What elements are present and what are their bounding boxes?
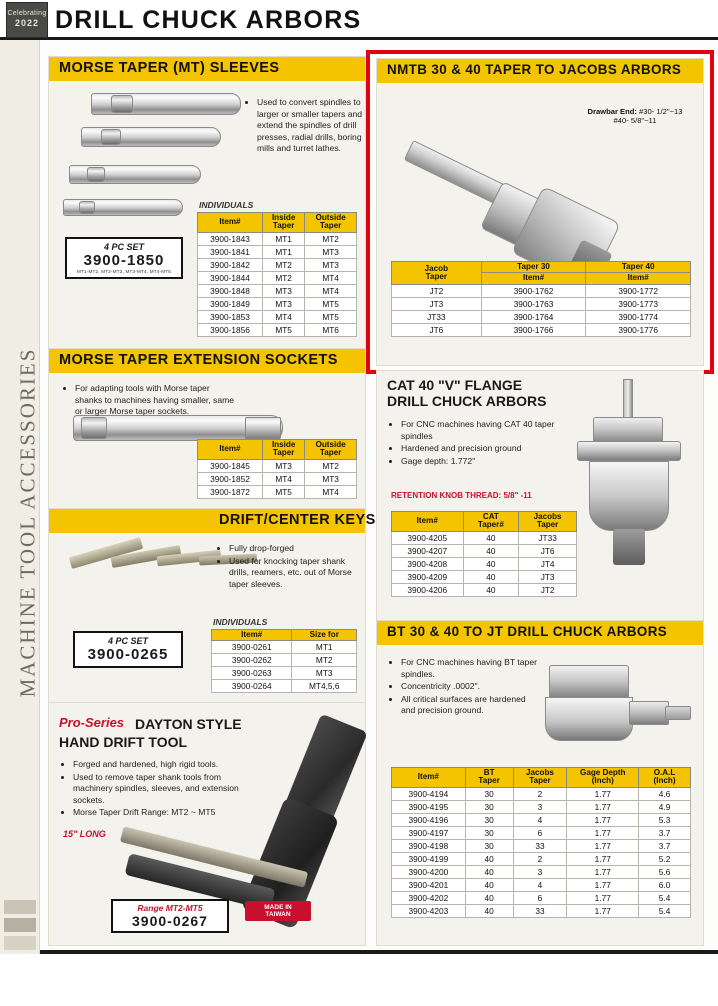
col-bt-taper: BT Taper xyxy=(465,768,513,788)
cell-value: MT2 xyxy=(262,258,304,271)
table-row xyxy=(212,641,357,654)
col-item: Item# xyxy=(212,630,292,641)
table-bt xyxy=(391,767,691,918)
cell-value: MT3 xyxy=(305,472,357,485)
cell-value: 3900-1763 xyxy=(481,297,586,310)
drift-bullets xyxy=(219,543,361,591)
table-row xyxy=(392,800,691,813)
table-mt-extension xyxy=(197,439,357,499)
table-row xyxy=(198,323,357,336)
col-inside-taper: Inside Taper xyxy=(262,440,304,460)
table-row xyxy=(392,852,691,865)
col-item: Item# xyxy=(198,440,263,460)
bullet: • All critical surfaces are hardened and precision ground. xyxy=(401,694,541,717)
sidebar-decoration xyxy=(4,900,36,950)
made-in-line2: TAIWAN xyxy=(265,911,291,919)
table-header-row xyxy=(392,262,691,273)
cell-item-number: 3900-1849 xyxy=(198,297,263,310)
set-box-label: 4 PC SET xyxy=(107,636,148,646)
table-row xyxy=(392,865,691,878)
cell-value: MT2 xyxy=(262,271,304,284)
table-row xyxy=(392,544,577,557)
bullet: • Morse Taper Drift Range: MT2 ~ MT5 xyxy=(73,807,263,819)
cell-value: MT3 xyxy=(305,258,357,271)
cell-value: MT4 xyxy=(305,284,357,297)
section-hand-drift-tool xyxy=(48,702,366,946)
cell-value: 6 xyxy=(513,891,567,904)
table-header-row xyxy=(392,768,691,788)
col-taper40-item: Item# xyxy=(586,273,691,284)
table-row xyxy=(198,258,357,271)
cell-item-number: 3900-1843 xyxy=(198,232,263,245)
cell-item-number: 3900-1844 xyxy=(198,271,263,284)
table-header-row xyxy=(392,512,577,532)
cell-value: 2 xyxy=(513,787,567,800)
bullet: • Forged and hardened, high rigid tools. xyxy=(73,759,263,771)
section-drift-center-keys xyxy=(48,508,376,706)
cell-item-number: 3900-1872 xyxy=(198,485,263,498)
cell-value: 33 xyxy=(513,839,567,852)
sleeves-bullets xyxy=(247,97,365,156)
cell-value: 4 xyxy=(513,878,567,891)
cell-value: 1.77 xyxy=(567,852,639,865)
cell-value: 1.77 xyxy=(567,826,639,839)
cell-value: MT4 xyxy=(305,485,357,498)
col-taper-30: Taper 30 xyxy=(481,262,586,273)
section-title-line1: DAYTON STYLE xyxy=(135,716,242,732)
section-morse-taper-extension-sockets xyxy=(48,348,366,512)
col-size-for: Size for xyxy=(292,630,357,641)
table-row xyxy=(392,583,577,596)
cell-value: MT4,5,6 xyxy=(292,680,357,693)
cell-value: 6 xyxy=(513,826,567,839)
cell-item-number: 3900-4203 xyxy=(392,904,466,917)
section-title: MORSE TAPER (MT) SLEEVES xyxy=(59,60,280,76)
sidebar-category-label: MACHINE TOOL ACCESSORIES xyxy=(15,347,40,698)
retention-knob-thread: RETENTION KNOB THREAD: 5/8" -11 xyxy=(391,491,532,500)
cell-value: 40 xyxy=(465,904,513,917)
table-row xyxy=(198,232,357,245)
table-row xyxy=(392,557,577,570)
cell-item-number: 3900-4195 xyxy=(392,800,466,813)
cell-item-number: 3900-4196 xyxy=(392,813,466,826)
table-row xyxy=(198,310,357,323)
col-oal: O.A.L (Inch) xyxy=(639,768,691,788)
section-bt-arbors xyxy=(376,620,704,946)
set-box-3900-1850 xyxy=(65,237,183,279)
drawbar-note-title: Drawbar End: xyxy=(587,107,637,116)
bullet: • Gage depth: 1.772" xyxy=(401,456,569,468)
cell-value: 33 xyxy=(513,904,567,917)
cell-value: 3900-1776 xyxy=(586,323,691,336)
col-taper-40: Taper 40 xyxy=(586,262,691,273)
cell-value: MT3 xyxy=(305,245,357,258)
table-row xyxy=(198,297,357,310)
cell-item-number: 3900-4199 xyxy=(392,852,466,865)
cell-value: 4 xyxy=(513,813,567,826)
cell-item-number: 3900-1853 xyxy=(198,310,263,323)
cell-value: 4.6 xyxy=(639,787,691,800)
cell-value: MT2 xyxy=(292,654,357,667)
bullet: • Concentricity .0002". xyxy=(401,681,541,693)
cell-value: MT2 xyxy=(305,232,357,245)
table-row xyxy=(392,878,691,891)
cell-value: JT4 xyxy=(519,557,577,570)
cell-item-number: 3900-0261 xyxy=(212,641,292,654)
table-nmtb xyxy=(391,261,691,337)
individuals-label: INDIVIDUALS xyxy=(213,617,268,627)
table-row xyxy=(392,323,691,336)
section-title: MORSE TAPER EXTENSION SOCKETS xyxy=(59,352,338,368)
logo-line-1: Celebrating xyxy=(7,10,47,17)
cell-value: 4.9 xyxy=(639,800,691,813)
range-box xyxy=(111,899,229,933)
cell-item-number: 3900-4206 xyxy=(392,583,464,596)
cell-value: 1.77 xyxy=(567,878,639,891)
col-jacobs-taper: Jacobs Taper xyxy=(513,768,567,788)
cell-item-number: JT6 xyxy=(392,323,482,336)
cell-value: 40 xyxy=(465,852,513,865)
cell-value: MT3 xyxy=(262,284,304,297)
cell-value: MT5 xyxy=(305,310,357,323)
col-outside-taper: Outside Taper xyxy=(305,213,357,233)
cell-value: 1.77 xyxy=(567,904,639,917)
col-cat-taper: CAT Taper# xyxy=(463,512,519,532)
cell-item-number: 3900-1848 xyxy=(198,284,263,297)
table-mt-sleeves xyxy=(197,212,357,337)
table-row xyxy=(198,284,357,297)
cell-item-number: 3900-1841 xyxy=(198,245,263,258)
table-row xyxy=(198,459,357,472)
col-gage-depth: Gage Depth (Inch) xyxy=(567,768,639,788)
cell-value: JT33 xyxy=(519,531,577,544)
cell-value: 3900-1774 xyxy=(586,310,691,323)
table-drift-keys xyxy=(211,629,357,693)
table-row xyxy=(392,839,691,852)
bullet: • Hardened and precision ground xyxy=(401,443,569,455)
cell-item-number: JT2 xyxy=(392,284,482,297)
section-morse-taper-sleeves xyxy=(48,56,366,352)
cell-item-number: 3900-4198 xyxy=(392,839,466,852)
made-in-taiwan-badge xyxy=(245,901,311,921)
table-row xyxy=(212,654,357,667)
footer-area xyxy=(0,954,718,1006)
cell-value: MT4 xyxy=(262,472,304,485)
cell-item-number: 3900-4205 xyxy=(392,531,464,544)
table-row xyxy=(392,297,691,310)
page-header xyxy=(0,0,718,40)
cell-value: 3 xyxy=(513,800,567,813)
cell-item-number: 3900-4201 xyxy=(392,878,466,891)
cell-value: MT4 xyxy=(262,310,304,323)
cell-value: 30 xyxy=(465,826,513,839)
table-row xyxy=(392,813,691,826)
page-title: DRILL CHUCK ARBORS xyxy=(55,6,362,34)
cell-item-number: 3900-1852 xyxy=(198,472,263,485)
cell-value: 40 xyxy=(465,865,513,878)
table-cat40 xyxy=(391,511,577,597)
cell-value: 1.77 xyxy=(567,813,639,826)
table-row xyxy=(392,310,691,323)
cell-value: 6.0 xyxy=(639,878,691,891)
cell-value: 3900-1772 xyxy=(586,284,691,297)
cell-value: 3900-1766 xyxy=(481,323,586,336)
cell-value: 5.2 xyxy=(639,852,691,865)
bullet: • Used to convert spindles to larger or smaller tapers and extend the spindles of drill presses, radial drills, boring mills and turret lathes. xyxy=(257,97,365,155)
cell-item-number: 3900-1845 xyxy=(198,459,263,472)
section-title-line2: HAND DRIFT TOOL xyxy=(59,734,188,750)
made-in-line1: MADE IN xyxy=(264,904,292,911)
col-jacobs-taper: Jacobs Taper xyxy=(519,512,577,532)
cell-value: MT3 xyxy=(262,459,304,472)
bullet: • For adapting tools with Morse taper shanks to machines having smaller, same or larger Morse taper sockets. xyxy=(75,383,235,418)
cell-value: MT5 xyxy=(305,297,357,310)
table-row xyxy=(392,891,691,904)
cell-value: MT5 xyxy=(262,323,304,336)
cell-value: 3.7 xyxy=(639,839,691,852)
cell-value: MT6 xyxy=(305,323,357,336)
cell-value: MT4 xyxy=(305,271,357,284)
cell-value: 1.77 xyxy=(567,891,639,904)
cell-item-number: 3900-1842 xyxy=(198,258,263,271)
cell-value: MT5 xyxy=(262,485,304,498)
cell-item-number: 3900-0262 xyxy=(212,654,292,667)
cell-value: 30 xyxy=(465,839,513,852)
table-row xyxy=(198,472,357,485)
cell-value: 1.77 xyxy=(567,787,639,800)
col-jacob-taper: Jacob Taper xyxy=(392,262,482,285)
sidebar-category-tab xyxy=(0,40,40,1006)
table-row xyxy=(392,570,577,583)
drawbar-note-line1: #30- 1/2"~13 xyxy=(639,107,683,116)
bullet: • Used for knocking taper shank drills, reamers, etc. out of Morse taper sleeves. xyxy=(229,556,361,591)
cell-value: 30 xyxy=(465,813,513,826)
cell-item-number: 3900-4197 xyxy=(392,826,466,839)
cell-item-number: 3900-0264 xyxy=(212,680,292,693)
cell-item-number: 3900-4200 xyxy=(392,865,466,878)
cell-value: 5.4 xyxy=(639,904,691,917)
cell-value: 3900-1773 xyxy=(586,297,691,310)
cell-value: MT2 xyxy=(305,459,357,472)
cell-item-number: 3900-0263 xyxy=(212,667,292,680)
table-row xyxy=(212,680,357,693)
table-header-row xyxy=(198,440,357,460)
logo-line-2: 2022 xyxy=(14,18,40,29)
range-label: Range MT2-MT5 xyxy=(137,903,203,913)
cell-item-number: JT3 xyxy=(392,297,482,310)
table-row xyxy=(392,531,577,544)
table-header-row xyxy=(198,213,357,233)
table-header-row xyxy=(212,630,357,641)
length-label: 15" LONG xyxy=(63,829,106,839)
table-row xyxy=(198,245,357,258)
set-box-3900-0265 xyxy=(73,631,183,668)
cell-value: 3900-1762 xyxy=(481,284,586,297)
cell-value: 1.77 xyxy=(567,839,639,852)
section-title-line2: DRILL CHUCK ARBORS xyxy=(387,393,547,409)
bullet: • Used to remove taper shank tools from machinery spindles, sleeves, and extension sockets. xyxy=(73,772,263,807)
cell-value: 3900-1764 xyxy=(481,310,586,323)
table-row xyxy=(198,271,357,284)
cell-value: MT1 xyxy=(262,232,304,245)
range-partnumber: 3900-0267 xyxy=(132,913,208,929)
hand-drift-bullets xyxy=(63,759,263,820)
cat40-bullets xyxy=(391,419,569,468)
col-item: Item# xyxy=(198,213,263,233)
cell-value: 40 xyxy=(463,583,519,596)
set-box-partnumber: 3900-0265 xyxy=(87,646,169,663)
section-nmtb-arbors xyxy=(376,58,704,366)
cell-value: 30 xyxy=(465,800,513,813)
cell-value: 1.77 xyxy=(567,800,639,813)
section-cat40-flange xyxy=(376,370,704,622)
cell-value: 40 xyxy=(463,531,519,544)
section-title: DRIFT/CENTER KEYS xyxy=(219,512,376,528)
cell-value: 40 xyxy=(463,557,519,570)
cell-item-number: 3900-4209 xyxy=(392,570,464,583)
bullet: • For CNC machines having CAT 40 taper spindles xyxy=(401,419,569,442)
set-box-contents: MT1-MT2, MT2-MT3, MT3-MT4, MT4-MT5 xyxy=(76,269,172,274)
cell-value: 30 xyxy=(465,787,513,800)
cell-value: 1.77 xyxy=(567,865,639,878)
table-row xyxy=(392,284,691,297)
cell-item-number: 3900-4208 xyxy=(392,557,464,570)
drawbar-note-line2: #40- 5/8"~11 xyxy=(613,116,657,126)
set-box-partnumber: 3900-1850 xyxy=(83,252,165,269)
cell-value: 40 xyxy=(463,570,519,583)
cell-value: MT3 xyxy=(262,297,304,310)
cell-value: JT3 xyxy=(519,570,577,583)
set-box-label: 4 PC SET xyxy=(103,242,144,252)
individuals-label: INDIVIDUALS xyxy=(199,200,254,210)
brand-label: Pro-Series xyxy=(59,715,125,730)
col-item: Item# xyxy=(392,512,464,532)
cell-value: 5.6 xyxy=(639,865,691,878)
table-row xyxy=(212,667,357,680)
cell-value: JT2 xyxy=(519,583,577,596)
cell-value: MT1 xyxy=(292,641,357,654)
bullet: • Fully drop-forged xyxy=(229,543,361,555)
section-title: BT 30 & 40 TO JT DRILL CHUCK ARBORS xyxy=(387,624,668,639)
col-outside-taper: Outside Taper xyxy=(305,440,357,460)
bullet: • For CNC machines having BT taper spindles. xyxy=(401,657,541,680)
table-row xyxy=(392,904,691,917)
cell-item-number: JT33 xyxy=(392,310,482,323)
cell-value: 40 xyxy=(465,891,513,904)
cell-item-number: 3900-4202 xyxy=(392,891,466,904)
cell-value: 3.7 xyxy=(639,826,691,839)
cell-value: JT6 xyxy=(519,544,577,557)
cell-item-number: 3900-4194 xyxy=(392,787,466,800)
cell-value: 40 xyxy=(463,544,519,557)
cell-value: MT1 xyxy=(262,245,304,258)
cell-value: 40 xyxy=(465,878,513,891)
extension-bullets xyxy=(65,383,235,419)
anniversary-logo xyxy=(6,2,48,38)
col-inside-taper: Inside Taper xyxy=(262,213,304,233)
bt-bullets xyxy=(391,657,541,718)
col-item: Item# xyxy=(392,768,466,788)
cell-value: 5.3 xyxy=(639,813,691,826)
section-title-line1: CAT 40 "V" FLANGE xyxy=(387,377,523,393)
cell-item-number: 3900-1856 xyxy=(198,323,263,336)
cell-value: 3 xyxy=(513,865,567,878)
table-row xyxy=(198,485,357,498)
cell-item-number: 3900-4207 xyxy=(392,544,464,557)
col-taper30-item: Item# xyxy=(481,273,586,284)
cell-value: 5.4 xyxy=(639,891,691,904)
section-title: NMTB 30 & 40 TAPER TO JACOBS ARBORS xyxy=(387,62,682,77)
table-row xyxy=(392,787,691,800)
drawbar-note xyxy=(573,107,697,126)
table-row xyxy=(392,826,691,839)
cell-value: 2 xyxy=(513,852,567,865)
cell-value: MT3 xyxy=(292,667,357,680)
